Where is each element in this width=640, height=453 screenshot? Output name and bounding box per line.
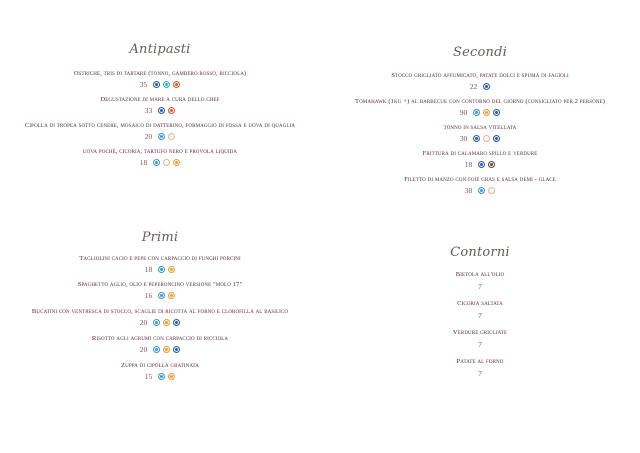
item-name: tonno in salsa vitellata xyxy=(443,124,517,131)
fish-icon xyxy=(158,107,165,114)
item-price: 20 xyxy=(139,344,148,354)
milk-icon xyxy=(478,187,485,194)
milk-icon xyxy=(153,346,160,353)
item-price: 38 xyxy=(464,185,473,195)
item-name: Degustazione di mare a cura dello chef xyxy=(100,96,220,103)
egg-icon xyxy=(168,133,175,140)
item-name: Patate al forno xyxy=(456,358,504,365)
section-secondi xyxy=(320,43,640,195)
item-price: 18 xyxy=(144,264,153,274)
menu-item xyxy=(320,123,640,143)
item-price: 18 xyxy=(139,157,148,167)
egg-icon xyxy=(163,159,170,166)
gluten-icon xyxy=(163,319,170,326)
item-price: 35 xyxy=(139,79,148,89)
gluten-icon xyxy=(168,373,175,380)
item-name: uova pochè, cicoria, tartufo nero e provola liquida xyxy=(82,148,238,155)
fish-icon xyxy=(173,346,180,353)
item-name: Stocco grigliato affumicato, patate dolci e spuma di fagioli xyxy=(391,72,569,79)
item-price: 7 xyxy=(478,281,482,291)
item-price: 15 xyxy=(144,371,153,381)
menu-item xyxy=(320,175,640,195)
milk-icon xyxy=(158,133,165,140)
section-title-secondi: Secondi xyxy=(453,45,507,60)
menu-item xyxy=(0,361,320,381)
fish-icon xyxy=(173,319,180,326)
item-name: Cipolla di tropea sotto cenere, mosaico di datterino, formaggio di fossa e uova di quaglia xyxy=(24,122,296,129)
milk-icon xyxy=(153,159,160,166)
section-contorni xyxy=(320,243,640,378)
section-title-antipasti: Antipasti xyxy=(129,42,191,57)
section-primi xyxy=(0,228,320,381)
item-price: 7 xyxy=(478,310,482,320)
item-name: Bietola all'olio xyxy=(455,271,505,278)
item-price: 20 xyxy=(144,131,153,141)
item-name: Spaghetto aglio, olio e peperoncino versione "molo 17" xyxy=(77,281,243,288)
item-price: 90 xyxy=(459,107,468,117)
milk-icon xyxy=(158,266,165,273)
gluten-icon xyxy=(173,159,180,166)
item-price: 18 xyxy=(464,159,473,169)
fish-icon xyxy=(493,109,500,116)
milk-icon xyxy=(158,292,165,299)
menu-item xyxy=(0,121,320,141)
milk-icon xyxy=(153,319,160,326)
fish-icon xyxy=(473,135,480,142)
menu-item xyxy=(0,307,320,327)
menu-item xyxy=(320,97,640,117)
menu-item xyxy=(0,280,320,300)
menu-item xyxy=(0,95,320,115)
menu-item xyxy=(320,357,640,378)
item-name: Zuppa di cipolla gratinata xyxy=(121,362,199,369)
section-title-primi: Primi xyxy=(141,230,179,245)
item-name: Cicoria saltata xyxy=(457,300,503,307)
item-price: 16 xyxy=(144,290,153,300)
item-name: Frittura di calamaro spillo e verdure xyxy=(422,150,538,157)
menu-item xyxy=(0,334,320,354)
egg-icon xyxy=(488,187,495,194)
item-name: Verdure grigliate xyxy=(452,329,508,336)
milk-icon xyxy=(158,373,165,380)
shellfish-icon xyxy=(163,81,170,88)
item-price: 7 xyxy=(478,368,482,378)
item-name: Bucatini con ventresca di stocco, scaglie di ricotta al forno e clorofilla al basilico xyxy=(31,308,289,315)
egg-icon xyxy=(483,135,490,142)
fish-icon xyxy=(483,83,490,90)
fish-icon xyxy=(493,135,500,142)
menu-item xyxy=(320,71,640,91)
menu-item xyxy=(0,254,320,274)
item-price: 7 xyxy=(478,339,482,349)
menu-item xyxy=(320,299,640,320)
item-price: 20 xyxy=(139,317,148,327)
item-price: 30 xyxy=(459,133,468,143)
fish-icon xyxy=(153,81,160,88)
menu-item xyxy=(320,270,640,291)
item-name: Risotto agli agrumi con carpaccio di ricciola xyxy=(91,335,229,342)
section-antipasti xyxy=(0,40,320,167)
crustacean-icon xyxy=(168,107,175,114)
item-name: Tomahawk (1kg +) al barbecue con contorno del giorno (consigliato per 2 persone) xyxy=(354,98,606,105)
mollusc-icon xyxy=(488,161,495,168)
fish-icon xyxy=(478,161,485,168)
milk-icon xyxy=(473,109,480,116)
gluten-icon xyxy=(168,292,175,299)
menu-item xyxy=(320,328,640,349)
item-name: Tagliolini cacio e pepe con carpaccio di funghi porcini xyxy=(79,255,241,262)
menu-item xyxy=(0,69,320,89)
item-name: Filetto di manzo con foie gras e salsa demi - glace xyxy=(404,176,556,183)
menu-item xyxy=(320,149,640,169)
item-price: 33 xyxy=(144,105,153,115)
item-price: 22 xyxy=(469,81,478,91)
item-name: Ostriche, tris di tartare (tonno, gambero rosso, ricciola) xyxy=(73,70,247,77)
menu-item xyxy=(0,147,320,167)
crustacean-icon xyxy=(173,81,180,88)
gluten-icon xyxy=(163,346,170,353)
gluten-icon xyxy=(168,266,175,273)
section-title-contorni: Contorni xyxy=(450,245,510,260)
gluten-icon xyxy=(483,109,490,116)
